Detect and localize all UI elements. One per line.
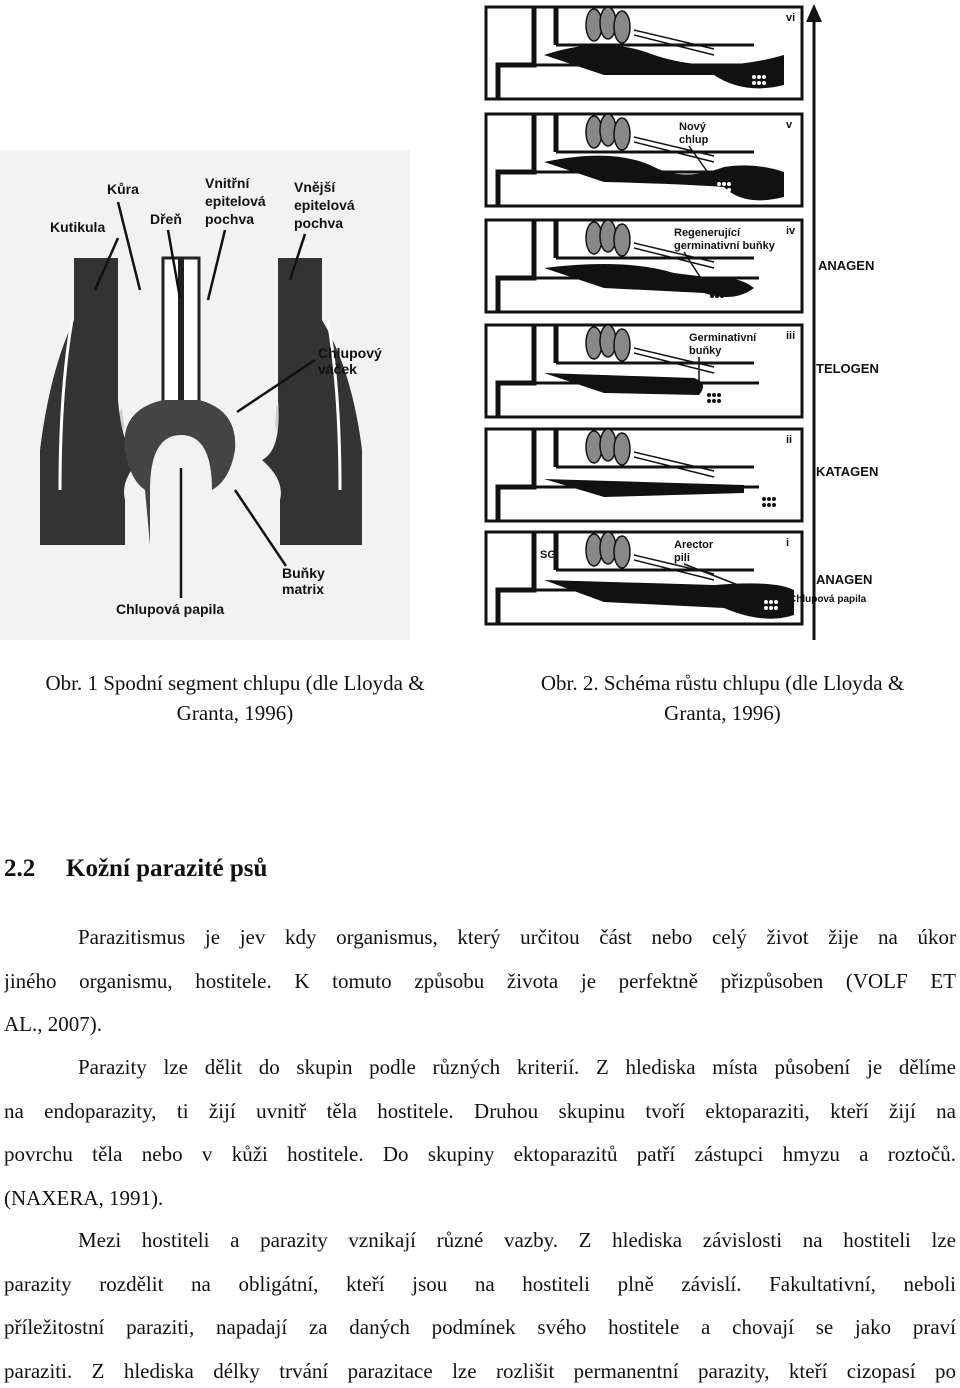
label-chlupova-papila-fig2: Chlupová papila — [789, 594, 867, 605]
paragraph-2-line-3: povrchu těla nebo v kůži hostitele. Do skupiny ektoparazitů patří zástupci hmyzu a roztočů. — [4, 1142, 956, 1166]
cell-dot — [715, 288, 719, 292]
label-vnitrni-2: epitelová — [205, 193, 266, 209]
paragraph-1-line-2: jiného organismu, hostitele. K tomuto způsobu života je perfektně přizpůsoben (VOLF ET — [4, 968, 956, 993]
cell-dot — [720, 288, 724, 292]
paragraph-2-line-2: na endoparazity, ti žijí uvnitř těla hostitele. Druhou skupinu tvoří ektoparaziti, kteří žijí na — [4, 1098, 956, 1123]
cell-dot — [717, 399, 721, 403]
label-bunky-matrix-1: Buňky — [282, 565, 325, 581]
paragraph-3-line-4: paraziti. Z hlediska délky trvání parazitace lze rozlišit permanentní parazity, kteří cizopasí po — [4, 1358, 956, 1383]
growth-panel-i — [486, 532, 867, 624]
cell-dot — [767, 497, 771, 501]
cell-dot — [769, 606, 773, 610]
label-chlupova-papila: Chlupová papila — [116, 601, 225, 617]
panel-numeral: vi — [786, 12, 796, 24]
paragraph-2-line-1: Parazity lze dělit do skupin podle různých kriterií. Z hlediska místa působení je dělíme — [78, 1055, 956, 1079]
growth-panel-v — [486, 114, 802, 206]
cell-dot — [722, 188, 726, 192]
panel-numeral: ii — [786, 434, 793, 446]
label-chlupovy-vacek-1: Chlupový — [318, 345, 382, 361]
label-vnejsi-3: pochva — [294, 215, 344, 231]
label-dren: Dřeň — [150, 211, 182, 227]
cell-dot — [762, 81, 766, 85]
cell-dot — [707, 399, 711, 403]
cell-dot — [710, 294, 714, 298]
growth-panel-vi — [486, 7, 802, 99]
paragraph-3-line-1: Mezi hostiteli a parazity vznikají různé vazby. Z hlediska závislosti na hostiteli lze — [78, 1228, 956, 1252]
cell-dot — [752, 81, 756, 85]
section-heading — [4, 855, 267, 883]
growth-panel-iii — [486, 325, 802, 417]
cell-dot — [727, 188, 731, 192]
follicle-shape — [486, 220, 802, 312]
label-vnitrni-1: Vnitřní — [205, 175, 250, 191]
section-number: 2.2 — [4, 855, 36, 882]
phase-label-anagen-top: ANAGEN — [818, 258, 875, 273]
follicle-shape — [486, 429, 802, 521]
panel-note-line: Arector — [674, 539, 714, 551]
paragraph-3-line-3: příležitostní paraziti, napadají za daných podmínek svého hostitele a chovají se jako praví — [4, 1315, 956, 1339]
panel-numeral: i — [786, 537, 790, 549]
cell-dot — [717, 393, 721, 397]
cell-dot — [720, 294, 724, 298]
label-sg: SG — [540, 549, 556, 561]
cell-dot — [757, 75, 761, 79]
panel-note-line: Nový — [679, 121, 706, 133]
growth-panel-iv — [486, 220, 802, 312]
label-kura: Kůra — [107, 181, 139, 197]
cell-dot — [757, 81, 761, 85]
phase-label-anagen-bottom: ANAGEN — [816, 572, 873, 587]
cell-dot — [767, 503, 771, 507]
section-title: Kožní parazité psů — [66, 855, 268, 882]
paragraph-1 — [4, 916, 956, 1047]
cell-dot — [774, 600, 778, 604]
cell-dot — [752, 75, 756, 79]
cell-dot — [774, 606, 778, 610]
panel-note-line: chlup — [679, 134, 709, 146]
paragraph-2 — [4, 1046, 956, 1220]
label-chlupovy-vacek-2: váček — [318, 361, 357, 377]
cell-dot — [717, 182, 721, 186]
cell-dot — [710, 288, 714, 292]
figure-2-caption-line-1: Obr. 2. Schéma růstu chlupu (dle Lloyda & — [540, 671, 905, 695]
panel-numeral: iii — [786, 330, 796, 342]
cell-dot — [707, 393, 711, 397]
figure-1-hair-follicle-diagram — [0, 150, 410, 640]
figure-2-caption — [500, 668, 945, 728]
cell-dot — [764, 606, 768, 610]
cell-dot — [762, 75, 766, 79]
paragraph-1-line-1: Parazitismus je jev kdy organismus, který určitou část nebo celý život žije na úkor — [78, 925, 956, 949]
cell-dot — [772, 497, 776, 501]
paragraph-3-line-2: parazity rozdělit na obligátní, kteří jsou na hostiteli plně závislí. Fakultativní, neboli — [4, 1271, 956, 1296]
label-vnitrni-3: pochva — [205, 211, 255, 227]
cell-dot — [769, 600, 773, 604]
figure-2-caption-line-2: Granta, 1996) — [664, 701, 781, 725]
cell-dot — [712, 393, 716, 397]
label-bunky-matrix-2: matrix — [282, 581, 325, 597]
cell-dot — [772, 503, 776, 507]
cell-dot — [715, 294, 719, 298]
cell-dot — [717, 188, 721, 192]
figure-2-hair-growth-scheme — [470, 0, 960, 640]
paragraph-1-line-3: AL., 2007). — [4, 1012, 102, 1036]
panel-note-line: pili — [674, 552, 690, 564]
panel-note-line: Germinativní — [689, 332, 757, 344]
panel-numeral: iv — [786, 225, 796, 237]
figure-1-caption — [4, 668, 466, 728]
panel-numeral: v — [786, 119, 793, 131]
paragraph-2-line-4: (NAXERA, 1991). — [4, 1185, 164, 1210]
label-kutikula: Kutikula — [50, 219, 106, 235]
label-vnejsi-1: Vnější — [294, 179, 336, 195]
figure-1-caption-line-2: Granta, 1996) — [176, 701, 294, 725]
phase-label-katagen: KATAGEN — [816, 464, 879, 479]
cell-dot — [712, 399, 716, 403]
paragraph-3 — [4, 1219, 956, 1388]
growth-arrow — [806, 4, 822, 640]
panel-note-line: germinativní buňky — [674, 240, 775, 252]
cell-dot — [762, 497, 766, 501]
cell-dot — [722, 182, 726, 186]
panel-note-line: Regenerující — [674, 227, 741, 239]
cell-dot — [727, 182, 731, 186]
phase-label-telogen: TELOGEN — [816, 361, 879, 376]
panel-note-line: buňky — [689, 345, 722, 357]
cell-dot — [764, 600, 768, 604]
label-vnejsi-2: epitelová — [294, 197, 355, 213]
figure-1-caption-line-1: Obr. 1 Spodní segment chlupu (dle Lloyda & — [45, 671, 425, 695]
growth-panel-ii — [486, 429, 802, 521]
cell-dot — [762, 503, 766, 507]
